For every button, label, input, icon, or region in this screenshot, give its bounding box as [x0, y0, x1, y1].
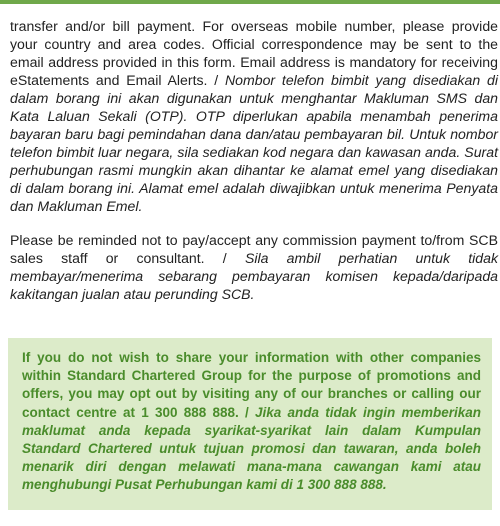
contact-details-malay: Nombor telefon bimbit yang disediakan di dalam borang ini akan digunakan untuk menghantar Makluman SMS dan Kata Laluan Sekali (OTP). OTP diperlukan apabila menambah penerima bayaran baru bagi pemindahan dana dan/atau pembayaran bil. Untuk nombor telefon bimbit luar negara, sila sediakan kod negara dan kawasan anda. Surat perhubungan rasmi mungkin akan dihantar ke alamat emel yang disediakan di dalam borang ini. Alamat emel adalah diwajibkan untuk menerima Penyata dan Makluman Emel.	[10, 72, 498, 214]
opt-out-notice-text	[22, 349, 481, 495]
contact-details-paragraph	[10, 17, 498, 215]
commission-reminder-paragraph	[10, 231, 498, 303]
commission-reminder-malay: Sila ambil perhatian untuk tidak membayar/menerima sebarang pembayaran komisen kepada/daripada kakitangan jualan atau perunding SCB.	[10, 250, 498, 302]
commission-reminder-english: Please be reminded not to pay/accept any commission payment to/from SCB sales staff or consultant. /	[10, 232, 498, 266]
opt-out-notice-box	[8, 338, 492, 510]
opt-out-notice-malay: Jika anda tidak ingin memberikan maklumat anda kepada syarikat-syarikat lain dalam Kumpulan Standard Chartered untuk tujuan promosi dan tawaran, anda boleh menarik diri dengan melawati mana-mana cawangan kami atau menghubungi Pusat Perhubungan kami di 1 300 888 888.	[22, 404, 481, 493]
contact-details-english: transfer and/or bill payment. For overseas mobile number, please provide your country and area codes. Official correspondence may be sent to the email address provided in this form. Email address is mandatory for receiving eStatements and Email Alerts. /	[10, 18, 498, 88]
top-accent-rule	[0, 0, 500, 4]
document-body	[10, 17, 498, 303]
opt-out-notice-english: If you do not wish to share your information with other companies within Standard Chartered Group for the purpose of promotions and offers, you may opt out by visiting any of our branches or calling our contact centre at 1 300 888 888. /	[22, 350, 481, 420]
